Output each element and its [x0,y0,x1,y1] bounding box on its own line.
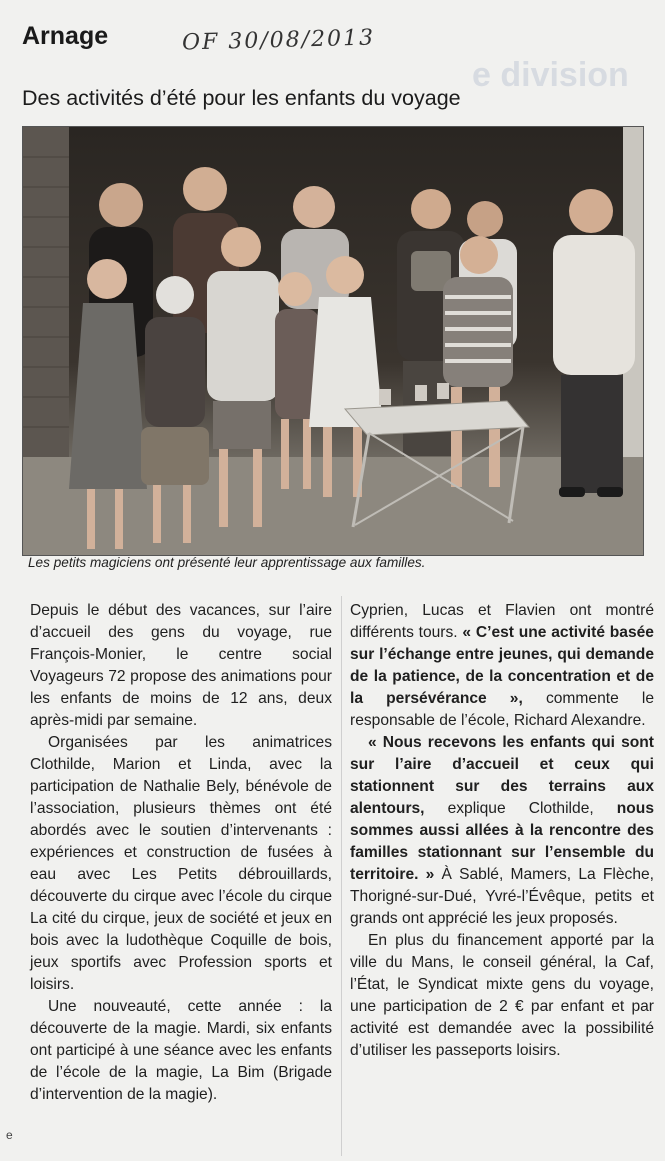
handwritten-note: OF 30/08/2013 [181,25,376,56]
paragraph: Une nouveauté, cette année : la découverte de la magie. Mardi, six enfants ont participé à une séance avec les enfants de l’école de la magie, La Bim (Brigade d’intervention de la magie). [30,998,332,1103]
edge-mark: e [6,1128,13,1142]
article-photo [22,126,644,556]
paragraph: En plus du financement apporté par la ville du Mans, le conseil général, la Caf, l’État, le Syndicat mixte gens du voyage, une participation de 2 € par enfant et par activité est demandée avec la possibilité d’utiliser les passeports loisirs. [350,932,654,1059]
quote-bold: « Nous recevons les enfants qui sont sur l’aire d’accueil et ceux qui stationnent sur des terrains aux alentours, [350,734,654,817]
text-run: commente le responsable de l’école, Richard Alexandre. [350,690,654,729]
bleed-through-text: e division [472,56,629,94]
article-column-left [30,600,332,1106]
adult-man-right [553,189,635,497]
quote-bold: nous sommes aussi allées à la rencontre des familles stationnant sur l’ensemble du territoire. » [350,800,654,883]
text-run: À Sablé, Mamers, La Flèche, Thorigné-sur-Dué, Yvré-l’Évêque, petits et grands ont apprécié les jeux proposés. [350,866,654,927]
paragraph: Depuis le début des vacances, sur l’aire d’accueil des gens du voyage, rue François-Monier, le centre social Voyageurs 72 propose des animations pour les enfants de moins de 12 ans, deux après-midi par semaine. [30,602,332,729]
column-divider [341,596,342,1156]
quote-bold: « C’est une activité basée sur l’échange entre jeunes, qui demande de la patience, de la concentration et de la persévérance », [350,624,654,707]
text-run: explique Clothilde, [424,800,617,817]
photo-caption: Les petits magiciens ont présenté leur apprentissage aux familles. [28,555,426,570]
article-column-right [350,600,654,1062]
article-headline: Des activités d’été pour les enfants du voyage [22,86,461,110]
paragraph: Organisées par les animatrices Clothilde, Marion et Linda, avec la participation de Nathalie Bely, bénévole de l’association, plusieurs thèmes ont été abordés avec le soutien d’intervenants : expériences et construction de fusées à eau avec Les Petits débrouillards, découverte du cirque avec l’école du cirque La cité du cirque, jeux de société et jeux en bois avec la ludothèque Coquille de bois, jeux sportifs avec Profession sports et loisirs. [30,734,332,993]
group-photo-illustration [23,127,643,555]
paragraph [350,600,654,732]
section-label: Arnage [22,22,109,50]
paragraph [350,732,654,930]
text-run: Cyprien, Lucas et Flavien ont montré différents tours. [350,602,654,641]
